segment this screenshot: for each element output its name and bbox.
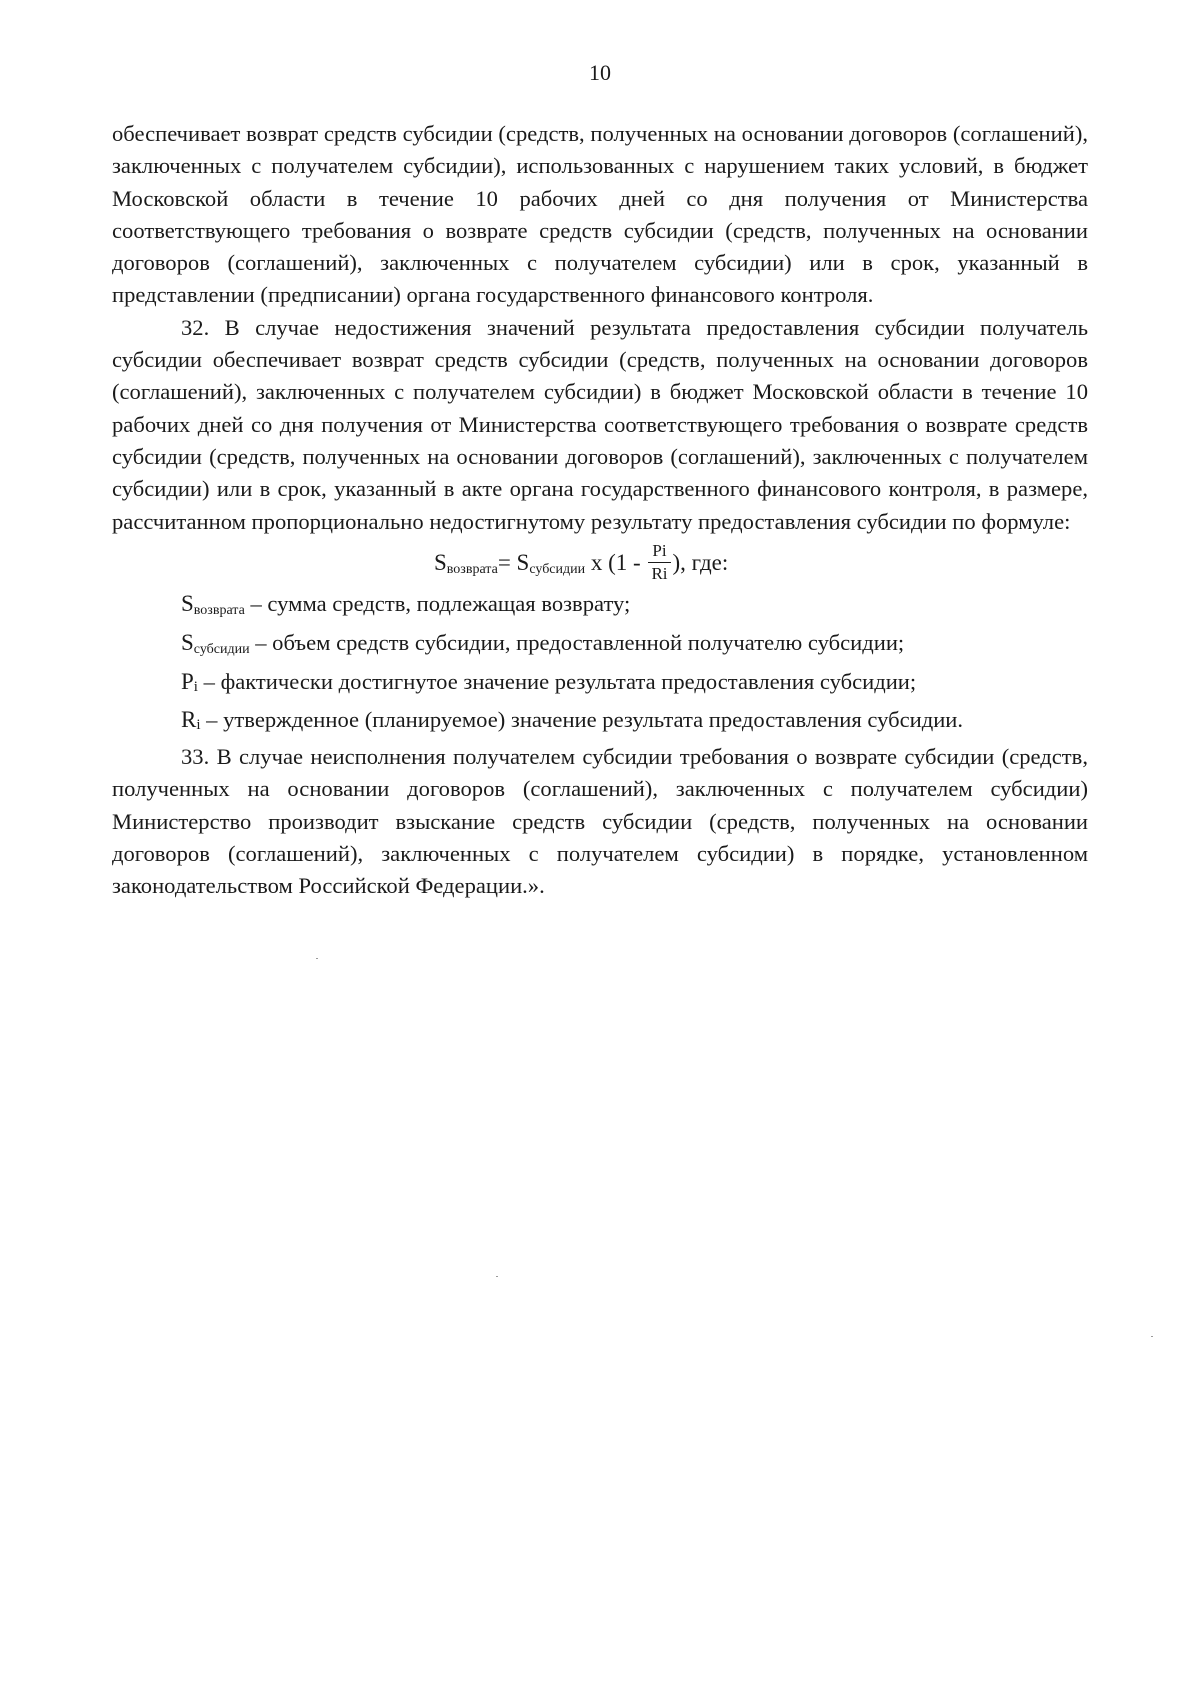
variable-subscript: i bbox=[196, 716, 201, 733]
scan-speck bbox=[316, 958, 318, 959]
formula-lhs-symbol: S bbox=[434, 549, 447, 575]
variable-definition: – сумма средств, подлежащая возврату; bbox=[250, 590, 631, 616]
formula-rhs-symbol: S bbox=[516, 549, 530, 575]
return-formula bbox=[112, 538, 1088, 588]
paragraph-continuation: обеспечивает возврат средств субсидии (средств, полученных на основании договоров (соглашений), заключенных с получателем субсидии), использованных с нарушением таких условий, в бюджет Московской области в течение 10 рабочих дней со дня получения от Министерства соответствующего требования о возврате средств субсидии (средств, полученных на основании договоров (соглашений), заключенных с получателем субсидии) или в срок, указанный в представлении (предписании) органа государственного финансового контроля. bbox=[112, 121, 1088, 308]
variable-definition-ri bbox=[112, 704, 1088, 741]
variable-definition-s-subsidy bbox=[112, 627, 1088, 666]
variable-definition: – объем средств субсидии, предоставленной получателю субсидии; bbox=[255, 630, 905, 656]
variable-symbol: S bbox=[181, 630, 194, 656]
paragraph-32: 32. В случае недостижения значений результата предоставления субсидии получатель субсидии обеспечивает возврат средств субсидии (средств, полученных на основании договоров (соглашений), заключенных с получателем субсидии) в бюджет Московской области в течение 10 рабочих дней со дня получения от Министерства соответствующего требования о возврате средств субсидии (средств, полученных на основании договоров (соглашений), заключенных с получателем субсидии) или в срок, указанный в акте органа государственного финансового контроля, в размере, рассчитанном пропорционально недостигнутому результату предоставления субсидии по формуле: bbox=[112, 314, 1088, 534]
formula-rhs-subscript: субсидии bbox=[529, 561, 586, 577]
formula-tail: ), где: bbox=[672, 549, 729, 575]
scan-speck bbox=[496, 1276, 498, 1277]
formula-operator: x (1 - bbox=[590, 549, 641, 575]
document-body bbox=[112, 118, 1088, 903]
variable-definition: – фактически достигнутое значение результата предоставления субсидии; bbox=[203, 669, 917, 695]
paragraph-33: 33. В случае неисполнения получателем субсидии требования о возврате субсидии (средств, полученных на основании договоров (соглашений), заключенных с получателем субсидии) Министерство производит взыскание средств субсидии (средств, полученных на основании договоров (соглашений), заключенных с получателем субсидии) в порядке, установленном законодательством Российской Федерации.». bbox=[112, 744, 1088, 899]
formula-denominator: Ri bbox=[651, 564, 668, 584]
formula-numerator: Pi bbox=[648, 540, 670, 563]
variable-symbol: R bbox=[181, 706, 197, 732]
variable-subscript: субсидии bbox=[193, 642, 250, 658]
variable-definition: – утвержденное (планируемое) значение результата предоставления субсидии. bbox=[206, 706, 964, 732]
variable-symbol: S bbox=[181, 590, 194, 616]
formula-lhs-subscript: возврата bbox=[446, 561, 498, 577]
variable-subscript: возврата bbox=[193, 602, 245, 618]
formula-fraction bbox=[648, 540, 670, 585]
variable-symbol: P bbox=[181, 669, 194, 695]
variable-definition-s-return bbox=[112, 588, 1088, 627]
page-number: 10 bbox=[589, 60, 611, 85]
formula-equals: = bbox=[497, 549, 511, 575]
variable-definition-pi bbox=[112, 666, 1088, 703]
variable-subscript: i bbox=[193, 679, 198, 696]
scan-speck bbox=[1151, 1336, 1153, 1337]
